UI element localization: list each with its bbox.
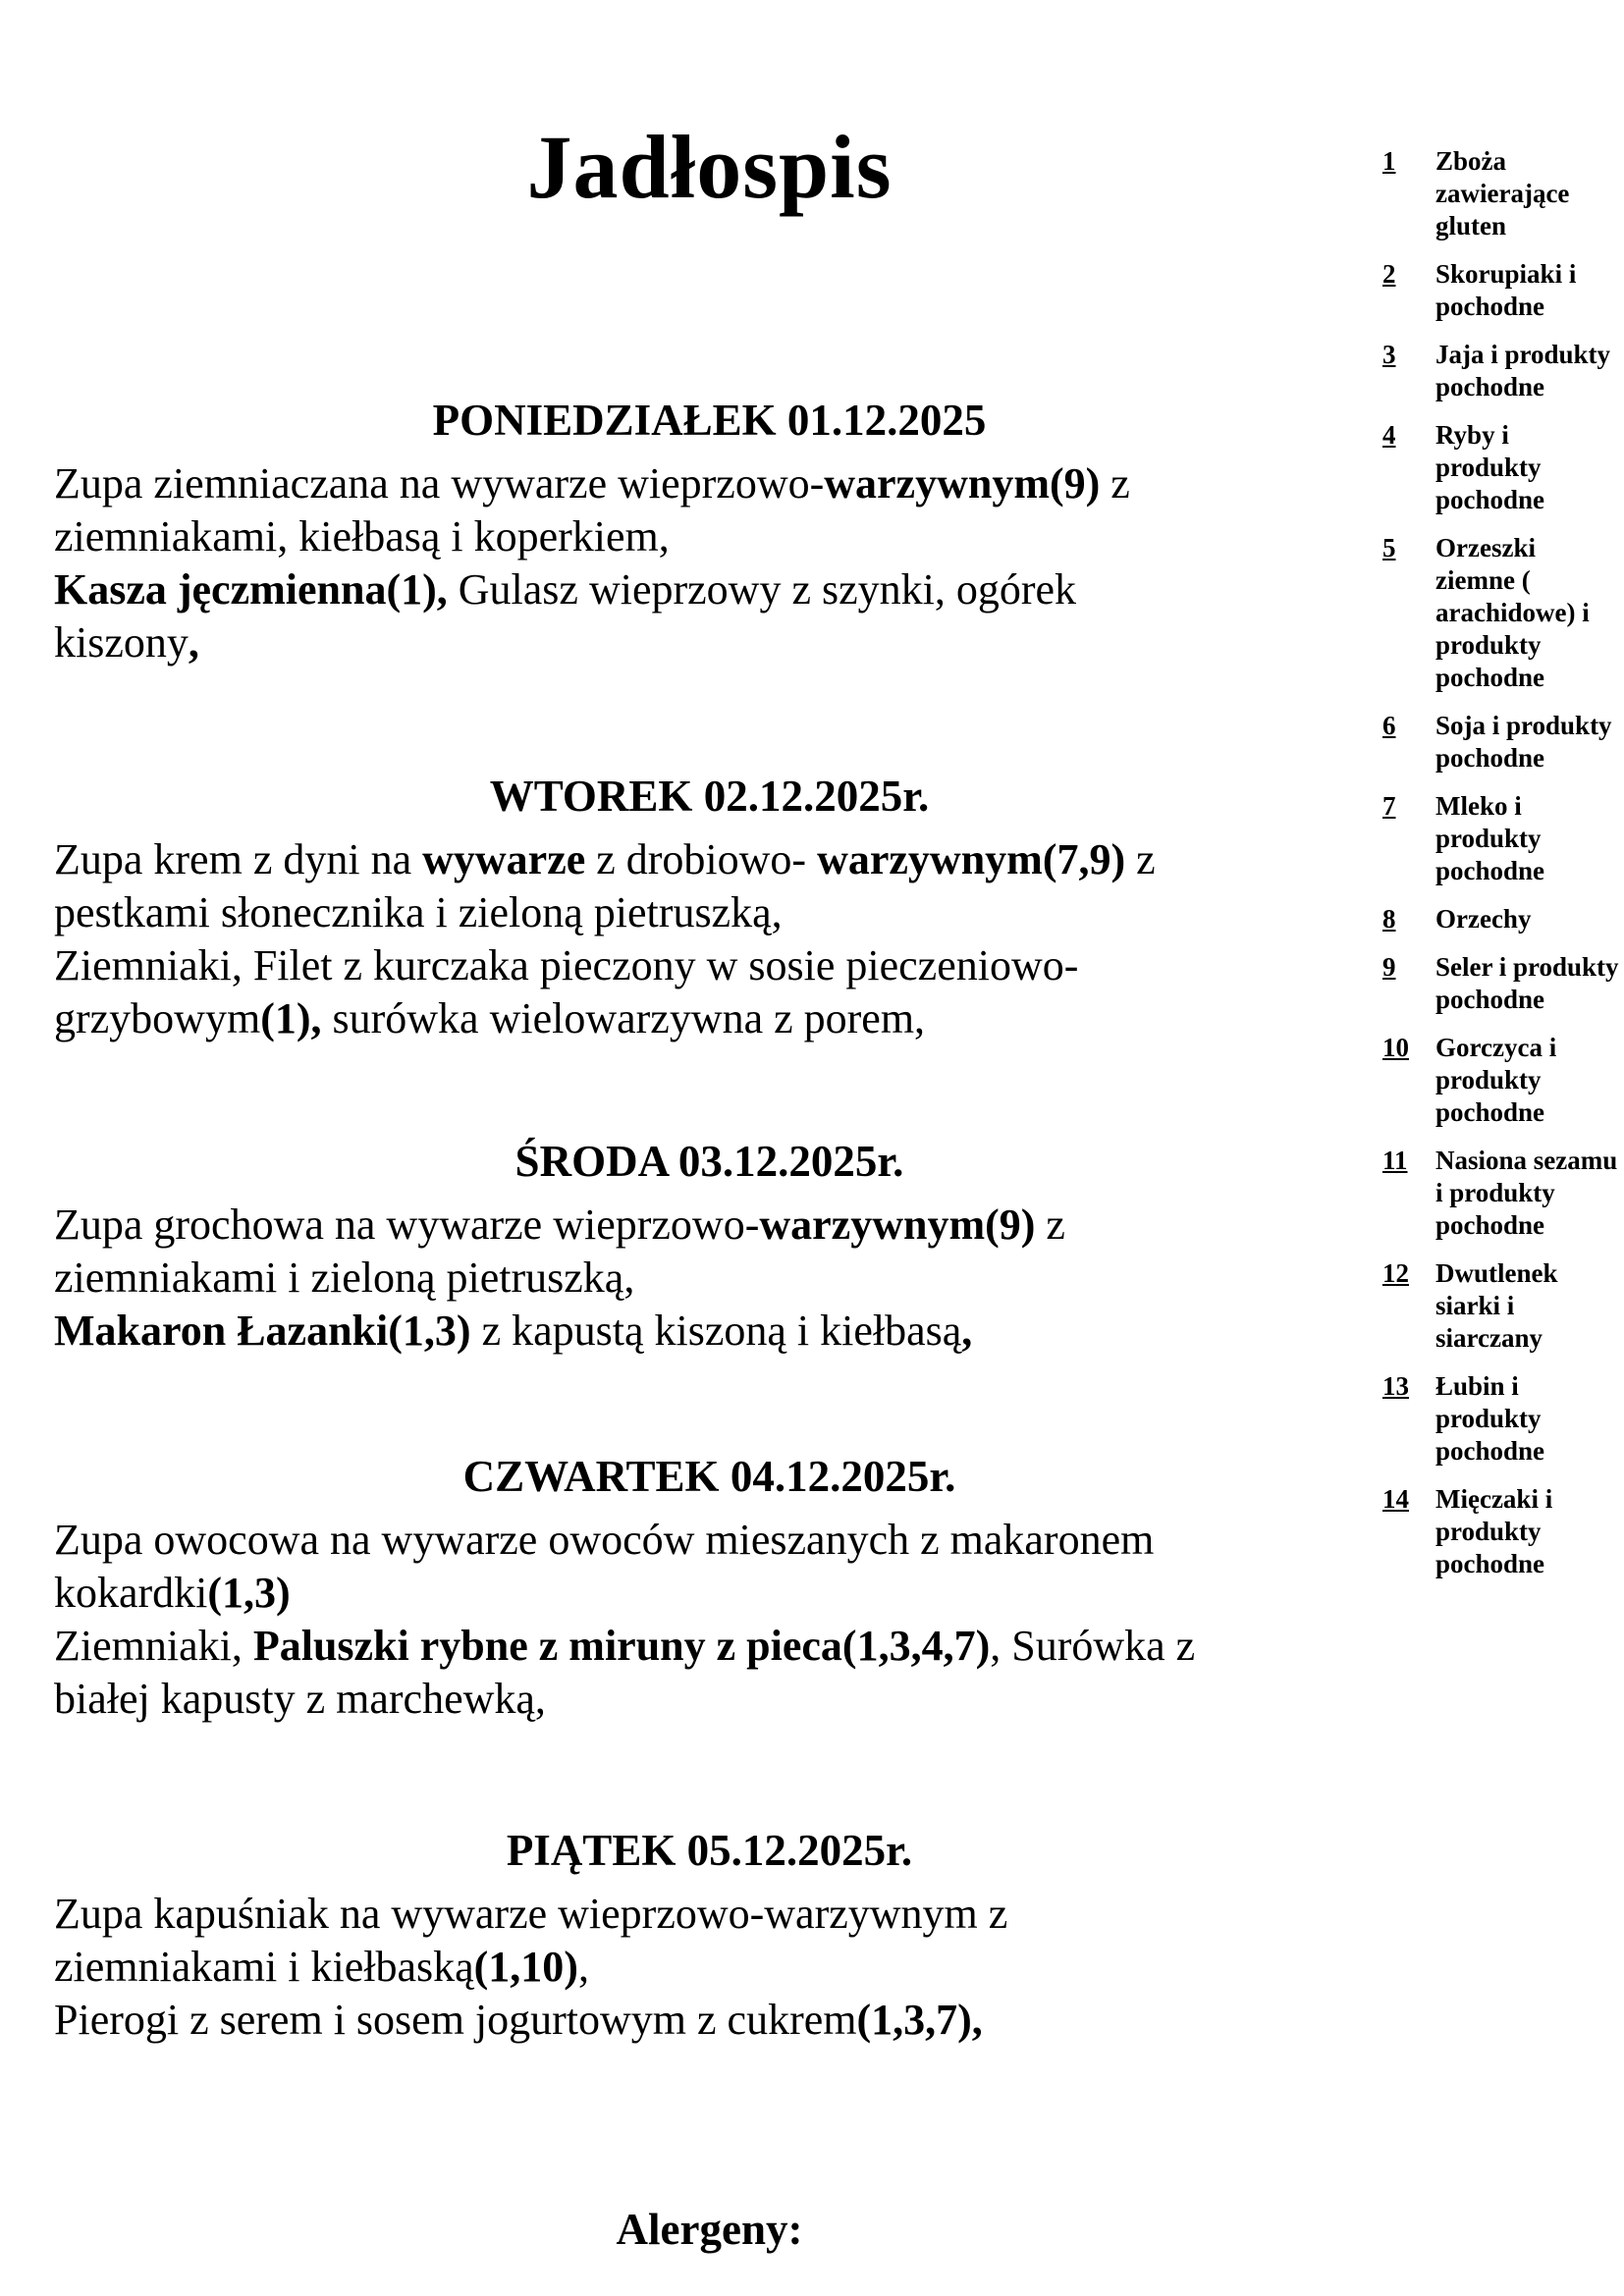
- allergen-item: [1382, 532, 1620, 694]
- menu-text-bold-segment: ,: [961, 1306, 973, 1355]
- menu-line: [54, 457, 1365, 510]
- menu-text-segment: Zupa krem z dyni na: [54, 834, 423, 883]
- menu-text-bold-segment: Paluszki rybne z miruny z pieca(1,3,4,7): [252, 1621, 991, 1670]
- menu-text-segment: Zupa owocowa na wywarze owoców mieszanych z makaronem: [54, 1515, 1155, 1564]
- allergen-label: Seler i produkty pochodne: [1435, 952, 1619, 1014]
- day-heading: WTOREK 02.12.2025r.: [489, 771, 930, 821]
- menu-line: [54, 1620, 1365, 1673]
- menu-text-bold-segment: (1,10): [473, 1942, 578, 1991]
- day-heading: CZWARTEK 04.12.2025r.: [462, 1451, 956, 1501]
- allergen-label: Mleko i produkty pochodne: [1435, 791, 1545, 885]
- day-heading: PIĄTEK 05.12.2025r.: [506, 1825, 913, 1875]
- allergen-label: Mięczaki i produkty pochodne: [1435, 1484, 1553, 1578]
- day-menu-text: [54, 1514, 1365, 1726]
- menu-text-bold-segment: Makaron Łazanki(1,3): [54, 1306, 471, 1355]
- menu-text-bold-segment: warzywnym(9): [824, 458, 1101, 507]
- allergen-label: Jaja i produkty pochodne: [1435, 340, 1611, 401]
- menu-line: [54, 1941, 1365, 1994]
- menu-text-bold-segment: warzywnym(9): [759, 1200, 1036, 1249]
- menu-line: [54, 886, 1365, 939]
- menu-text-segment: Zupa kapuśniak na wywarze wieprzowo-warzywnym z: [54, 1889, 1008, 1938]
- allergen-number: 3: [1382, 340, 1396, 369]
- menu-line: [54, 833, 1365, 886]
- allergen-label: Ryby i produkty pochodne: [1435, 420, 1545, 514]
- menu-text-segment: Ziemniaki,: [54, 1621, 253, 1670]
- allergen-item: [1382, 258, 1620, 323]
- menu-text-segment: Ziemniaki, Filet z kurczaka pieczony w sosie pieczeniowo-: [54, 940, 1079, 989]
- menu-text-segment: z kapustą kiszoną i kiełbasą: [470, 1306, 962, 1355]
- allergen-number: 12: [1382, 1258, 1409, 1288]
- menu-text-segment: , Surówka z: [990, 1621, 1196, 1670]
- menu-text-segment: białej kapusty z marchewką,: [54, 1674, 546, 1723]
- day-heading: PONIEDZIAŁEK 01.12.2025: [432, 395, 987, 445]
- menu-line: [54, 1199, 1365, 1252]
- allergen-item: [1382, 1370, 1620, 1468]
- allergen-number: 7: [1382, 791, 1396, 821]
- menu-text-segment: z: [1035, 1200, 1065, 1249]
- allergen-item: [1382, 710, 1620, 774]
- menu-column: [54, 0, 1365, 2255]
- menu-text-bold-segment: (1,3): [207, 1568, 291, 1617]
- day-section: [54, 1451, 1365, 1726]
- allergen-label: Dwutlenek siarki i siarczany: [1435, 1258, 1558, 1353]
- menu-text-segment: ziemniakami, kiełbasą i koperkiem,: [54, 511, 670, 561]
- menu-days: [54, 395, 1365, 2047]
- menu-text-segment: ziemniakami i zieloną pietruszką,: [54, 1253, 635, 1302]
- allergen-label: Zboża zawierające gluten: [1435, 146, 1570, 240]
- allergen-item: [1382, 903, 1620, 935]
- allergen-item: [1382, 1483, 1620, 1580]
- allergen-item: [1382, 951, 1620, 1016]
- allergen-list: [1382, 145, 1620, 1596]
- day-heading: ŚRODA 03.12.2025r.: [514, 1136, 904, 1186]
- allergen-number: 11: [1382, 1146, 1408, 1175]
- menu-line: [54, 1252, 1365, 1305]
- menu-line: [54, 510, 1365, 563]
- day-section: [54, 771, 1365, 1045]
- menu-line: [54, 1673, 1365, 1726]
- allergen-number: 10: [1382, 1033, 1409, 1062]
- allergen-number: 2: [1382, 259, 1396, 289]
- menu-text-segment: kiszony: [54, 617, 189, 667]
- menu-line: [54, 1994, 1365, 2047]
- day-menu-text: [54, 1888, 1365, 2047]
- allergen-item: [1382, 1145, 1620, 1242]
- day-section: [54, 1825, 1365, 2047]
- menu-line: [54, 563, 1365, 616]
- allergen-number: 14: [1382, 1484, 1409, 1514]
- menu-text-segment: z: [1100, 458, 1130, 507]
- menu-text-bold-segment: warzywnym(7,9): [817, 834, 1126, 883]
- allergen-item: [1382, 339, 1620, 403]
- allergen-number: 9: [1382, 952, 1396, 982]
- menu-text-segment: grzybowym: [54, 993, 261, 1042]
- day-section: [54, 1136, 1365, 1358]
- menu-text-bold-segment: Kasza jęczmienna(1),: [54, 564, 448, 614]
- menu-text-segment: ,: [577, 1942, 589, 1991]
- allergen-label: Nasiona sezamu i produkty pochodne: [1435, 1146, 1618, 1240]
- menu-line: [54, 1567, 1365, 1620]
- menu-line: [54, 939, 1365, 992]
- menu-text-bold-segment: (1,3,7),: [856, 1995, 983, 2044]
- day-menu-text: [54, 457, 1365, 669]
- allergen-number: 6: [1382, 711, 1396, 740]
- allergen-label: Soja i produkty pochodne: [1435, 711, 1612, 773]
- menu-text-segment: Zupa grochowa na wywarze wieprzowo-: [54, 1200, 760, 1249]
- menu-text-segment: z: [1125, 834, 1156, 883]
- allergen-number: 5: [1382, 533, 1396, 562]
- day-section: [54, 395, 1365, 669]
- menu-line: [54, 1514, 1365, 1567]
- allergen-number: 4: [1382, 420, 1396, 450]
- allergen-label: Skorupiaki i pochodne: [1435, 259, 1577, 321]
- menu-text-segment: ziemniakami i kiełbaską: [54, 1942, 474, 1991]
- allergen-item: [1382, 790, 1620, 887]
- allergen-label: Orzechy: [1435, 904, 1532, 934]
- menu-line: [54, 992, 1365, 1045]
- allergens-heading: Alergeny:: [616, 2204, 803, 2254]
- menu-line: [54, 1305, 1365, 1358]
- menu-text-bold-segment: wywarze: [422, 834, 586, 883]
- menu-text-segment: Zupa ziemniaczana na wywarze wieprzowo-: [54, 458, 825, 507]
- menu-text-bold-segment: ,: [188, 617, 199, 667]
- allergen-label: Gorczyca i produkty pochodne: [1435, 1033, 1557, 1127]
- menu-line: [54, 616, 1365, 669]
- page-title: Jadłospis: [526, 117, 893, 217]
- menu-text-segment: kokardki: [54, 1568, 208, 1617]
- day-menu-text: [54, 1199, 1365, 1358]
- menu-text-segment: pestkami słonecznika i zieloną pietruszką,: [54, 887, 783, 936]
- allergen-number: 13: [1382, 1371, 1409, 1401]
- menu-text-segment: Gulasz wieprzowy z szynki, ogórek: [447, 564, 1077, 614]
- allergen-number: 1: [1382, 146, 1396, 176]
- allergen-label: Orzeszki ziemne ( arachidowe) i produkty pochodne: [1435, 533, 1590, 692]
- day-menu-text: [54, 833, 1365, 1045]
- allergen-item: [1382, 419, 1620, 516]
- menu-text-segment: surówka wielowarzywna z porem,: [321, 993, 926, 1042]
- allergen-item: [1382, 145, 1620, 242]
- menu-text-segment: z drobiowo-: [585, 834, 818, 883]
- menu-text-segment: Pierogi z serem i sosem jogurtowym z cukrem: [54, 1995, 857, 2044]
- allergen-item: [1382, 1032, 1620, 1129]
- allergen-item: [1382, 1257, 1620, 1355]
- menu-line: [54, 1888, 1365, 1941]
- menu-text-bold-segment: (1),: [260, 993, 322, 1042]
- allergen-number: 8: [1382, 904, 1396, 934]
- allergen-label: Łubin i produkty pochodne: [1435, 1371, 1545, 1466]
